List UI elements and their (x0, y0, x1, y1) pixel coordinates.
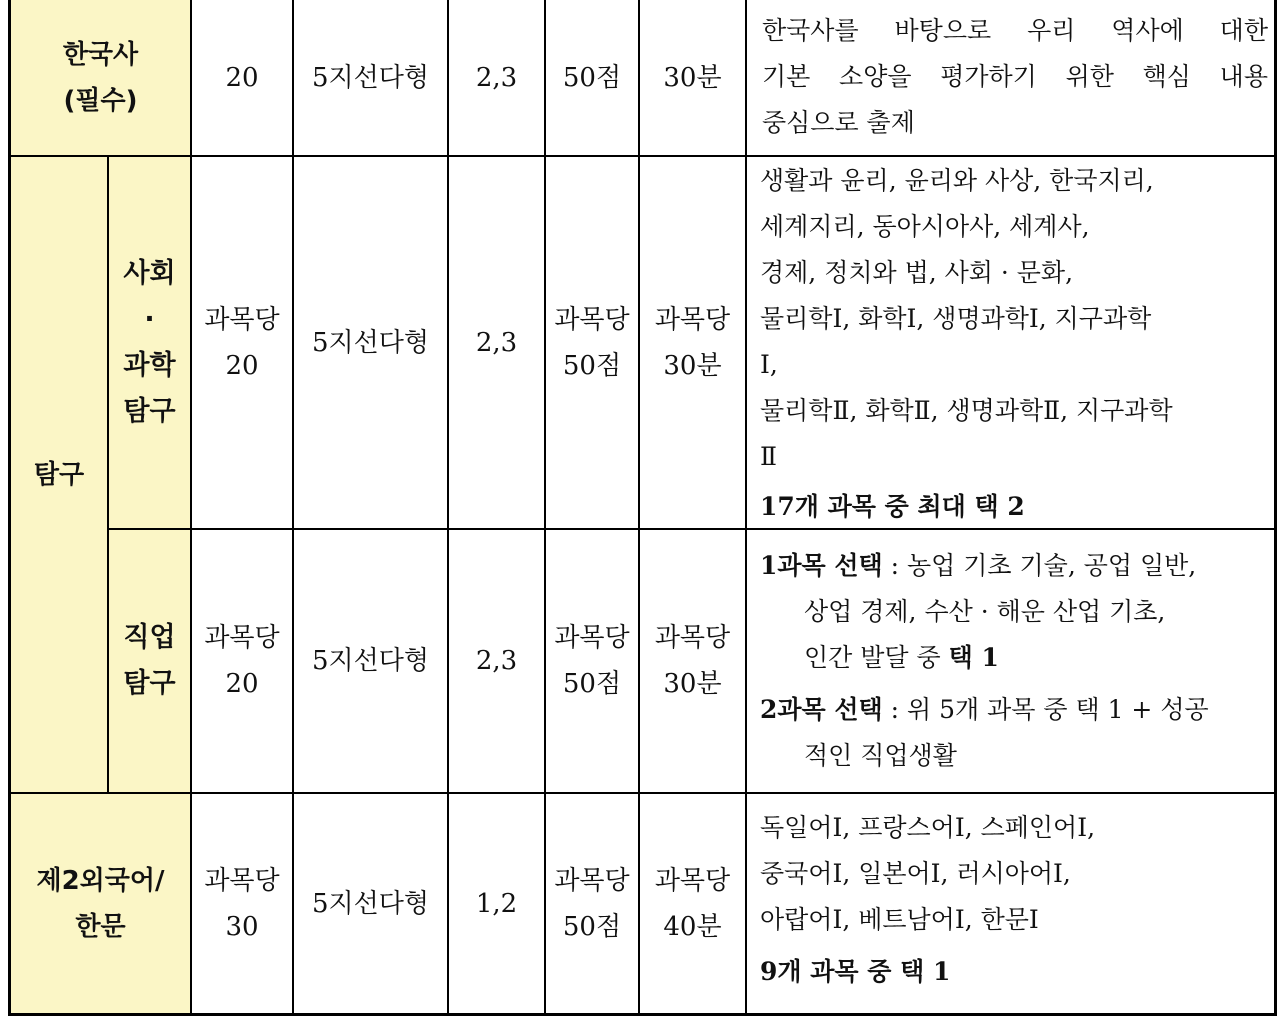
sub-social-line1: 사회 (123, 257, 176, 289)
language-time (639, 793, 746, 1015)
korean-history-score (448, 0, 545, 156)
desc-word: 핵심 (1142, 62, 1191, 91)
social-desc-line5: Ⅰ, (760, 350, 778, 379)
area-inquiry (10, 156, 108, 793)
vocational-time (639, 529, 746, 793)
korean-history-total-value: 50점 (562, 63, 622, 93)
vocational-score-value: 2,3 (475, 646, 518, 676)
language-time-line1: 과목당 (654, 866, 731, 896)
divider-col-items (190, 0, 192, 1016)
social-desc-selection: 17개 과목 중 최대 택 2 (760, 492, 1025, 521)
desc-word: 위한 (1065, 62, 1114, 91)
divider-row-3 (8, 792, 1277, 794)
social-desc (746, 158, 1274, 529)
desc-word: 우리 (1027, 16, 1076, 45)
sub-social-line3: 과학 (123, 349, 176, 381)
social-total-line2: 50점 (562, 350, 622, 381)
sub-social-science (108, 156, 191, 529)
language-items-line2: 30 (225, 912, 259, 942)
divider-row-1 (8, 155, 1277, 157)
desc-word: 내용 (1219, 62, 1268, 91)
sub-social-line2: · (144, 303, 155, 335)
korean-history-items (191, 0, 293, 156)
korean-history-type (293, 0, 448, 156)
vocational-desc (746, 543, 1274, 793)
language-desc-line2: 중국어Ⅰ, 일본어Ⅰ, 러시아어Ⅰ, (760, 859, 1071, 888)
vocational-opt1-label: 1과목 선택 (760, 551, 883, 580)
border-bottom (8, 1013, 1277, 1016)
border-right (1274, 0, 1277, 1016)
desc-word: 평가하기 (940, 62, 1037, 91)
social-time-line1: 과목당 (654, 304, 731, 335)
vocational-total-line2: 50점 (562, 669, 622, 699)
vocational-opt1-line3 (760, 635, 1268, 681)
desc-word: 바탕으로 (894, 16, 992, 45)
desc-word: 역사에 (1111, 16, 1184, 45)
vocational-time-line1: 과목당 (654, 623, 731, 653)
area-korean-history (10, 0, 191, 156)
social-desc-line6: 물리학Ⅱ, 화학Ⅱ, 생명과학Ⅱ, 지구과학 (760, 396, 1173, 425)
vocational-opt2-label: 2과목 선택 (760, 695, 883, 724)
korean-history-score-value: 2,3 (475, 63, 518, 93)
colon-separator: : (882, 695, 908, 724)
social-desc-line2: 세계지리, 동아시아사, 세계사, (760, 212, 1090, 241)
vocational-type-value: 5지선다형 (311, 646, 429, 676)
sub-vocational-line2: 탐구 (123, 668, 176, 699)
language-items (191, 793, 293, 1015)
language-items-line1: 과목당 (204, 866, 280, 896)
korean-history-desc-line2 (762, 54, 1268, 100)
korean-history-type-value: 5지선다형 (311, 63, 429, 93)
korean-history-desc-line3: 중심으로 출제 (762, 108, 915, 137)
vocational-opt2-line1 (760, 687, 1268, 733)
divider-row-2 (107, 528, 1277, 530)
sub-vocational-line1: 직업 (123, 622, 176, 653)
divider-col-type (292, 0, 294, 1016)
vocational-opt1-line1 (760, 543, 1268, 589)
social-items (191, 156, 293, 529)
colon-separator: : (882, 551, 908, 580)
social-score (448, 156, 545, 529)
vocational-opt2-line2: 적인 직업생활 (804, 741, 957, 770)
vocational-opt2-text: 위 5개 과목 중 택 1 + 성공 (907, 695, 1209, 724)
area-inquiry-label: 탐구 (33, 459, 85, 490)
social-score-value: 2,3 (475, 327, 518, 358)
social-time-line2: 30분 (663, 350, 722, 381)
korean-history-items-value: 20 (225, 63, 259, 93)
area-second-language-line2: 한문 (75, 912, 126, 942)
sub-vocational (108, 529, 191, 793)
vocational-opt1-line3-text: 인간 발달 중 (804, 643, 949, 672)
social-desc-line7: Ⅱ (760, 442, 777, 471)
vocational-time-line2: 30분 (663, 669, 722, 699)
desc-word: 한국사를 (762, 16, 859, 45)
vocational-items-line2: 20 (225, 669, 259, 699)
area-korean-history-line2: (필수) (63, 86, 138, 116)
social-total (545, 156, 639, 529)
vocational-items-line1: 과목당 (204, 623, 280, 653)
social-total-line1: 과목당 (554, 304, 630, 335)
sub-social-line4: 탐구 (123, 395, 176, 427)
vocational-opt1-text: 농업 기초 기술, 공업 일반, (907, 551, 1197, 580)
divider-col-score (447, 0, 449, 1016)
language-type (293, 793, 448, 1015)
area-second-language (10, 793, 191, 1015)
social-items-line1: 과목당 (204, 304, 280, 335)
border-left (8, 0, 11, 1016)
korean-history-desc-line1 (762, 8, 1268, 54)
divider-col-desc (745, 0, 747, 1016)
language-desc-selection: 9개 과목 중 택 1 (760, 957, 951, 986)
korean-history-time (639, 0, 746, 156)
vocational-type (293, 529, 448, 793)
language-time-line2: 40분 (663, 912, 722, 942)
language-score-value: 1,2 (475, 889, 518, 919)
social-desc-line4: 물리학Ⅰ, 화학Ⅰ, 생명과학Ⅰ, 지구과학 (760, 304, 1152, 333)
social-type-value: 5지선다형 (311, 327, 429, 358)
language-desc-line1: 독일어Ⅰ, 프랑스어Ⅰ, 스페인어Ⅰ, (760, 813, 1096, 842)
vocational-total (545, 529, 639, 793)
social-type (293, 156, 448, 529)
social-desc-line3: 경제, 정치와 법, 사회 · 문화, (760, 258, 1074, 287)
vocational-opt1-pick: 택 1 (948, 643, 999, 672)
divider-col-total (544, 0, 546, 1016)
language-desc-line3: 아랍어Ⅰ, 베트남어Ⅰ, 한문Ⅰ (760, 905, 1039, 934)
desc-word: 소양을 (839, 62, 912, 91)
korean-history-time-value: 30분 (663, 63, 722, 93)
desc-word: 대한 (1219, 16, 1268, 45)
vocational-total-line1: 과목당 (554, 623, 630, 653)
divider-inquiry-sub (107, 156, 109, 793)
language-total-line2: 50점 (562, 912, 622, 942)
social-time (639, 156, 746, 529)
vocational-score (448, 529, 545, 793)
language-desc (746, 805, 1274, 1015)
divider-col-time (638, 0, 640, 1016)
language-total (545, 793, 639, 1015)
area-second-language-line1: 제2외국어/ (36, 866, 165, 896)
vocational-opt1-line2: 상업 경제, 수산 · 해운 산업 기초, (804, 597, 1166, 626)
language-type-value: 5지선다형 (311, 889, 429, 919)
korean-history-desc (746, 8, 1274, 156)
language-score (448, 793, 545, 1015)
desc-word: 기본 (762, 62, 811, 91)
language-total-line1: 과목당 (554, 866, 630, 896)
korean-history-total (545, 0, 639, 156)
social-desc-line1: 생활과 윤리, 윤리와 사상, 한국지리, (760, 166, 1154, 195)
area-korean-history-line1: 한국사 (62, 40, 139, 70)
vocational-items (191, 529, 293, 793)
social-items-line2: 20 (225, 350, 259, 381)
